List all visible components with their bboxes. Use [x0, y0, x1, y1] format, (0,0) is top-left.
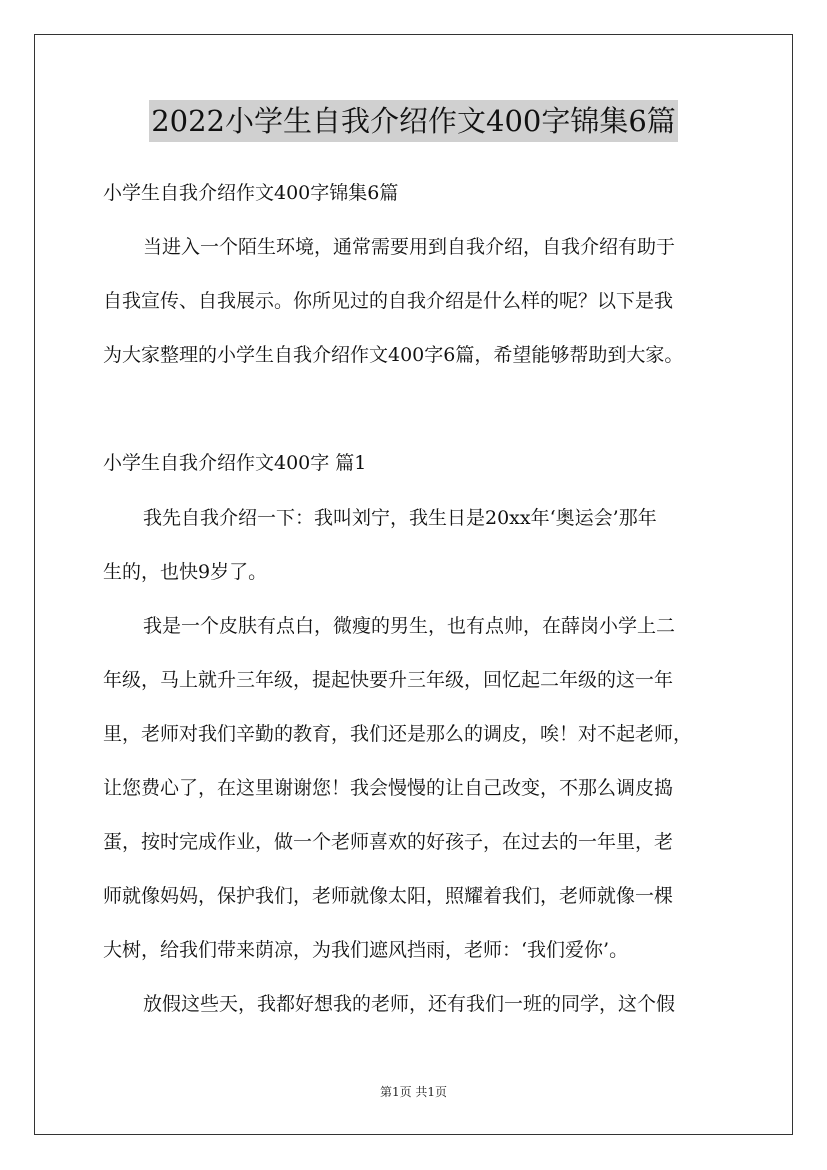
p2-line-5: 蛋，按时完成作业，做一个老师喜欢的好孩子，在过去的一年里，老: [103, 831, 674, 853]
page-footer: 第1页 共1页: [379, 1085, 448, 1099]
intro-line-1: 当进入一个陌生环境，通常需要用到自我介绍，自我介绍有助于: [143, 236, 676, 258]
document-title-text: 2022小学生自我介绍作文400字锦集6篇: [149, 100, 678, 142]
intro-line-3: 为大家整理的小学生自我介绍作文400字6篇，希望能够帮助到大家。: [103, 344, 684, 366]
p1-line-2: 生的，也快9岁了。: [103, 561, 268, 583]
p2-line-4: 让您费心了，在这里谢谢您！我会慢慢的让自己改变，不那么调皮捣: [103, 777, 674, 799]
p2-line-1: 我是一个皮肤有点白，微瘦的男生，也有点帅，在薛岗小学上二: [143, 615, 676, 637]
document-subtitle: 小学生自我介绍作文400字锦集6篇: [103, 182, 399, 204]
intro-line-2: 自我宣传、自我展示。你所见过的自我介绍是什么样的呢？以下是我: [103, 290, 674, 312]
p3-line-1: 放假这些天，我都好想我的老师，还有我们一班的同学，这个假: [143, 993, 676, 1015]
p1-line-1: 我先自我介绍一下：我叫刘宁，我生日是20xx年‘奥运会’那年: [143, 507, 657, 529]
document-title: [0, 100, 827, 142]
p2-line-3: 里，老师对我们辛勤的教育，我们还是那么的调皮，唉！对不起老师，: [103, 723, 693, 745]
section-heading: 小学生自我介绍作文400字 篇1: [103, 452, 367, 474]
p2-line-2: 年级，马上就升三年级，提起快要升三年级，回忆起二年级的这一年: [103, 669, 674, 691]
p2-line-7: 大树，给我们带来荫凉，为我们遮风挡雨，老师：‘我们爱你’。: [103, 939, 629, 961]
p2-line-6: 师就像妈妈，保护我们，老师就像太阳，照耀着我们，老师就像一棵: [103, 885, 674, 907]
